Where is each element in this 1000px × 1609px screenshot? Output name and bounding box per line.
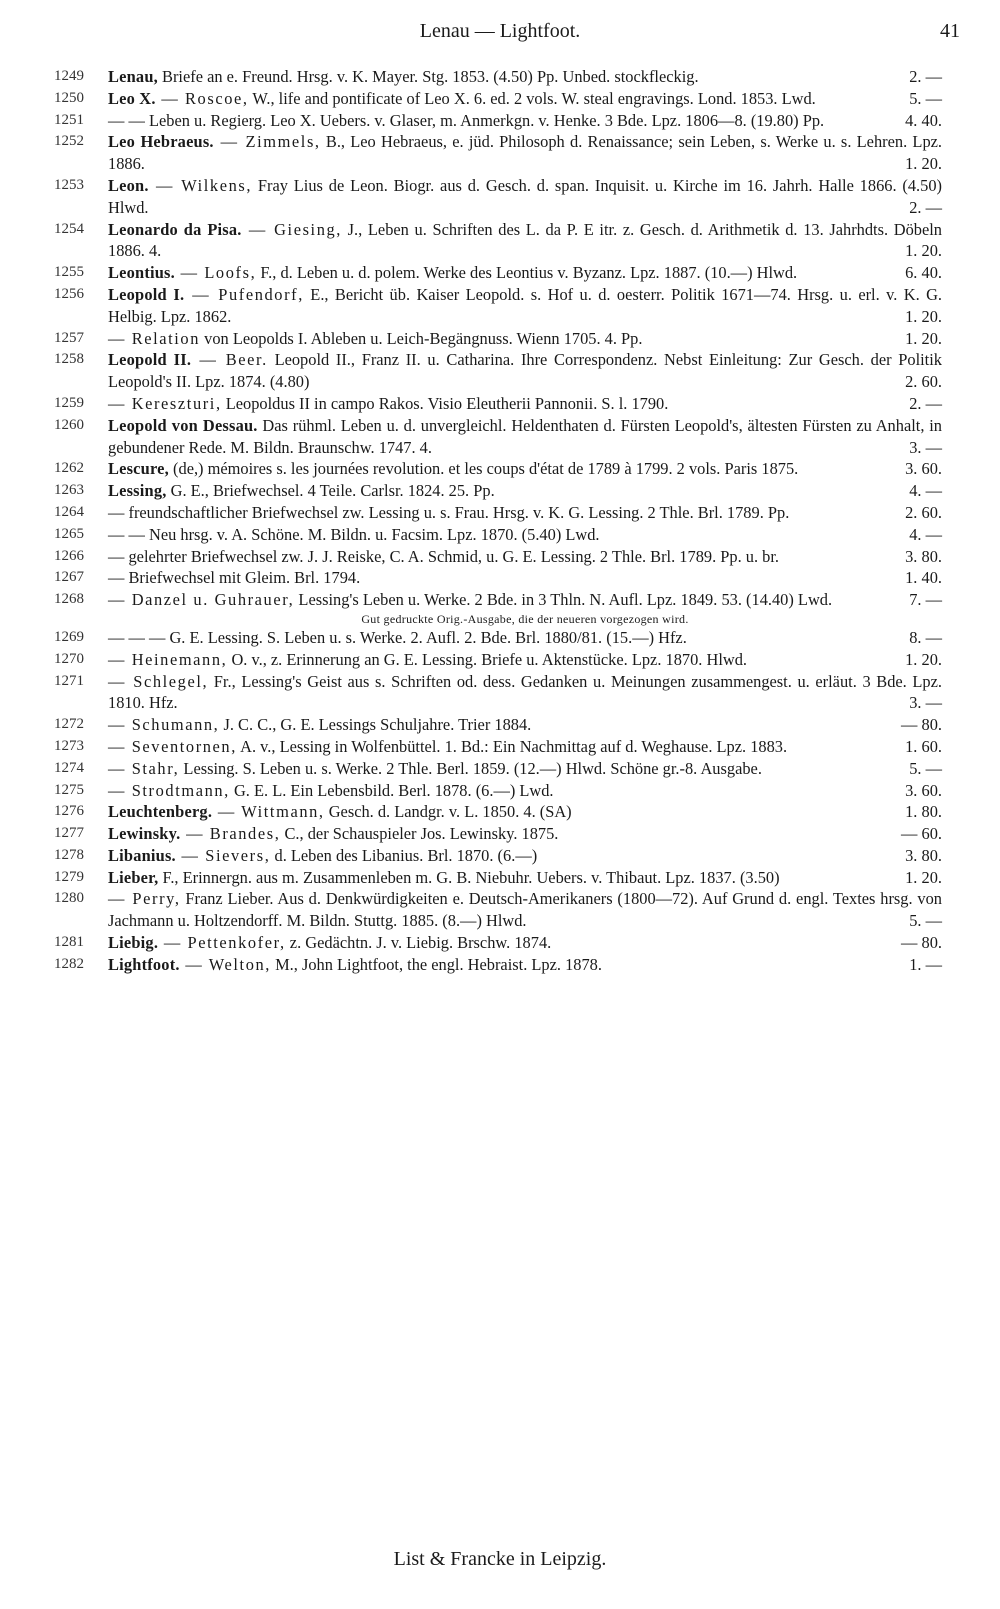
entry-description: z. Gedächtn. J. v. Liebig. Brschw. 1874. <box>285 933 552 953</box>
entry-price: 3. 80. <box>905 546 942 566</box>
entry-text <box>108 932 942 954</box>
entry-author: — Beer. <box>191 350 268 370</box>
entry-author: — Stahr, <box>108 758 180 778</box>
entry-price: 1. 20. <box>905 154 942 174</box>
entry-text <box>108 219 942 263</box>
entry-headword: Lightfoot. <box>108 954 180 974</box>
entry-headword: Liebig. <box>108 933 159 953</box>
entry-description: von Leopolds I. Ableben u. Leich-Begängnuss. Wienn 1705. 4. Pp. <box>200 328 643 348</box>
entry-headword: Leopold II. <box>108 350 192 370</box>
catalog-entry <box>54 671 942 715</box>
catalog-entry <box>54 175 942 219</box>
catalog-entries <box>54 66 942 976</box>
entry-price: — 80. <box>901 715 942 735</box>
catalog-entry <box>54 954 942 976</box>
entry-text <box>108 480 942 502</box>
entry-text <box>108 736 942 758</box>
entry-number: 1273 <box>54 737 84 754</box>
entry-description: Lessing's Leben u. Werke. 2 Bde. in 3 Thln. N. Aufl. Lpz. 1849. 53. (14.40) Lwd. <box>294 590 833 610</box>
entry-description: Fr., Lessing's Geist aus s. Schriften od. dess. Gedanken u. Meinungen zusammengest. u. erläut. 3 Bde. Lpz. 1810. Hfz. <box>108 671 943 713</box>
entry-headword: Leo Hebraeus. <box>108 132 214 152</box>
entry-number: 1252 <box>54 133 84 150</box>
entry-headword: Lescure, <box>108 459 169 479</box>
entry-text <box>108 546 942 568</box>
catalog-entry <box>54 110 942 132</box>
entry-number: 1277 <box>54 825 84 842</box>
catalog-entry <box>54 415 942 459</box>
catalog-entry <box>54 780 942 802</box>
entry-description: — — — G. E. Lessing. S. Leben u. s. Werke. 2. Aufl. 2. Bde. Brl. 1880/81. (15.—) Hfz. <box>108 627 687 647</box>
entry-number: 1272 <box>54 716 84 733</box>
entry-headword: Leuchtenberg. <box>108 802 213 822</box>
entry-text <box>108 714 942 736</box>
entry-description: — — Leben u. Regierg. Leo X. Uebers. v. Glaser, m. Anmerkgn. v. Henke. 3 Bde. Lpz. 1806—8. (19.80) Pp. <box>108 110 825 130</box>
catalog-entry <box>54 480 942 502</box>
page-header <box>0 20 1000 50</box>
entry-number: 1262 <box>54 460 84 477</box>
entry-author: — Strodtmann, <box>108 780 230 800</box>
entry-text <box>108 589 942 611</box>
catalog-entry <box>54 546 942 568</box>
entry-number: 1259 <box>54 394 84 411</box>
entry-text <box>108 867 942 889</box>
entry-headword: Leo X. <box>108 88 156 108</box>
catalog-entry <box>54 219 942 263</box>
entry-price: 1. 40. <box>905 568 942 588</box>
entry-number: 1267 <box>54 569 84 586</box>
entry-price: 2. 60. <box>905 372 942 392</box>
entry-number: 1250 <box>54 89 84 106</box>
entry-number: 1275 <box>54 781 84 798</box>
entry-price: 3. 80. <box>905 845 942 865</box>
page-number: 41 <box>940 20 960 42</box>
entry-headword: Lewinsky. <box>108 824 181 844</box>
catalog-entry <box>54 502 942 524</box>
entry-description: O. v., z. Erinnerung an G. E. Lessing. Briefe u. Aktenstücke. Lpz. 1870. Hlwd. <box>227 649 748 669</box>
entry-text <box>108 262 942 284</box>
catalog-entry <box>54 349 942 393</box>
entry-author: — Zimmels, <box>213 132 321 152</box>
entry-number: 1276 <box>54 803 84 820</box>
catalog-entry <box>54 823 942 845</box>
entry-description: C., der Schauspieler Jos. Lewinsky. 1875. <box>280 824 559 844</box>
entry-author: — Danzel u. Guhrauer, <box>108 590 295 610</box>
entry-price: 1. 20. <box>905 867 942 887</box>
entry-author: — Seventornen, <box>108 736 237 756</box>
entry-text <box>108 66 942 88</box>
catalog-entry <box>54 524 942 546</box>
entry-number: 1260 <box>54 416 84 433</box>
entry-headword: Leontius. <box>108 263 175 283</box>
entry-headword: Lieber, <box>108 867 159 887</box>
catalog-entry <box>54 284 942 328</box>
catalog-entry <box>54 88 942 110</box>
entry-author: — Schlegel, <box>108 671 209 691</box>
entry-author: — Pufendorf, <box>184 284 304 304</box>
entry-price: 3. — <box>909 437 942 457</box>
catalog-entry <box>54 736 942 758</box>
entry-price: 1. 20. <box>905 649 942 669</box>
entry-number: 1269 <box>54 628 84 645</box>
entry-text <box>108 823 942 845</box>
entry-number: 1266 <box>54 547 84 564</box>
entry-text <box>108 393 942 415</box>
catalog-entry <box>54 66 942 88</box>
catalog-entry <box>54 714 942 736</box>
entry-headword: Lessing, <box>108 481 167 501</box>
entry-number: 1279 <box>54 868 84 885</box>
entry-number: 1251 <box>54 111 84 128</box>
entry-number: 1257 <box>54 329 84 346</box>
entry-text <box>108 801 942 823</box>
entry-price: 1. 20. <box>905 306 942 326</box>
entry-number: 1282 <box>54 955 84 972</box>
entry-description: Leopoldus II in campo Rakos. Visio Eleutherii Pannonii. S. l. 1790. <box>221 393 669 413</box>
catalog-entry <box>54 888 942 932</box>
entry-number: 1256 <box>54 285 84 302</box>
entry-number: 1268 <box>54 591 84 608</box>
entry-price: 1. 80. <box>905 802 942 822</box>
entry-author: — Kereszturi, <box>108 393 222 413</box>
entry-description: — — Neu hrsg. v. A. Schöne. M. Bildn. u. Facsim. Lpz. 1870. (5.40) Lwd. <box>108 524 600 544</box>
running-title: Lenau — Lightfoot. <box>419 20 581 42</box>
entry-text <box>108 780 942 802</box>
entry-price: 2. — <box>909 393 942 413</box>
entry-headword: Leopold I. <box>108 284 185 304</box>
entry-description: d. Leben des Libanius. Brl. 1870. (6.—) <box>270 845 538 865</box>
entry-number: 1263 <box>54 482 84 499</box>
entry-price: 6. 40. <box>905 263 942 283</box>
entry-price: 2. — <box>909 197 942 217</box>
entry-price: 2. — <box>909 67 942 86</box>
entry-price: 3. — <box>909 693 942 713</box>
entry-price: 7. — <box>909 590 942 610</box>
catalog-entry <box>54 649 942 671</box>
entry-description: A. v., Lessing in Wolfenbüttel. 1. Bd.: Ein Nachmittag auf d. Weghause. Lpz. 1883. <box>236 736 788 756</box>
catalog-entry <box>54 567 942 589</box>
entry-price: 5. — <box>909 88 942 108</box>
entry-description: J. C. C., G. E. Lessings Schuljahre. Trier 1884. <box>219 715 532 735</box>
entry-price: 1. — <box>909 954 942 974</box>
catalog-entry <box>54 393 942 415</box>
entry-author: — Sievers, <box>175 845 271 865</box>
catalog-entry <box>54 458 942 480</box>
entry-description: J., Leben u. Schriften des L. da P. E itr. z. Gesch. d. Arithmetik d. 13. Jahrhdts. Döbeln 1886. 4. <box>108 219 943 261</box>
entry-description: F., Erinnergn. aus m. Zusammenleben m. G. B. Niebuhr. Uebers. v. Thibaut. Lpz. 1837. (3.50) <box>158 867 780 887</box>
entry-text <box>108 954 942 976</box>
entry-price: — 80. <box>901 933 942 953</box>
entry-price: 3. 60. <box>905 459 942 479</box>
entry-text <box>108 758 942 780</box>
catalog-entry <box>54 131 942 175</box>
entry-number: 1258 <box>54 351 84 368</box>
entry-description: Das rühml. Leben u. d. unvergleichl. Heldenthaten d. Fürsten Leopold's, ältesten Fürsten zu Anhalt, in gebundener Rede. M. Bildn. Braunschw. 1747. 4. <box>108 415 942 457</box>
entry-text <box>108 415 942 459</box>
entry-price: 3. 60. <box>905 780 942 800</box>
catalog-entry <box>54 262 942 284</box>
entry-description: F., d. Leben u. d. polem. Werke des Leontius v. Byzanz. Lpz. 1887. (10.—) Hlwd. <box>256 263 798 283</box>
entry-text <box>108 888 942 932</box>
entry-price: 4. — <box>909 481 942 501</box>
catalog-entry <box>54 589 942 611</box>
entry-description: — freundschaftlicher Briefwechsel zw. Lessing u. s. Frau. Hrsg. v. K. G. Lessing. 2 Thle. Brl. 1789. Pp. <box>108 502 790 522</box>
entry-number: 1274 <box>54 759 84 776</box>
entry-number: 1271 <box>54 672 84 689</box>
entry-author: — Giesing, <box>241 219 343 239</box>
entry-text <box>108 175 942 219</box>
entry-text <box>108 349 942 393</box>
entry-description: G. E. L. Ein Lebensbild. Berl. 1878. (6.—) Lwd. <box>229 780 554 800</box>
catalog-entry <box>54 627 942 649</box>
entry-author: — Welton, <box>179 954 271 974</box>
entry-author: — Roscoe, <box>155 88 249 108</box>
entry-number: 1253 <box>54 176 84 193</box>
entry-description: Lessing. S. Leben u. s. Werke. 2 Thle. Berl. 1859. (12.—) Hlwd. Schöne gr.-8. Ausgabe. <box>179 758 762 778</box>
entry-description: W., life and pontificate of Leo X. 6. ed. 2 vols. W. steal engravings. Lond. 1853. Lwd. <box>248 88 816 108</box>
entry-headword: Lenau, <box>108 67 158 86</box>
entry-price: 4. 40. <box>905 110 942 130</box>
entry-author: — Relation <box>108 328 201 348</box>
entry-description: Leopold II., Franz II. u. Catharina. Ihre Correspondenz. Nebst Einleitung: Zur Gesch. der Politik Leopold's II. Lpz. 1874. (4.80) <box>108 350 942 392</box>
entry-author: — Pettenkofer, <box>158 933 286 953</box>
entry-text <box>108 284 942 328</box>
catalog-entry <box>54 867 942 889</box>
entry-author: — Heinemann, <box>108 649 228 669</box>
entry-author: — Schumann, <box>108 715 220 735</box>
entry-price: 1. 20. <box>905 328 942 348</box>
entry-text <box>108 671 942 715</box>
entry-description: M., John Lightfoot, the engl. Hebraist. Lpz. 1878. <box>271 954 602 974</box>
catalog-entry <box>54 758 942 780</box>
entry-headword: Leonardo da Pisa. <box>108 219 242 239</box>
entry-text <box>108 131 942 175</box>
entry-number: 1281 <box>54 934 84 951</box>
entry-price: 5. — <box>909 758 942 778</box>
entry-description: Fray Lius de Leon. Biogr. aus d. Gesch. d. span. Inquisit. u. Kirche im 16. Jahrh. Halle 1866. (4.50) Hlwd. <box>108 175 942 217</box>
entry-text <box>108 627 942 649</box>
entry-price: 1. 20. <box>905 241 942 261</box>
entry-description: (de,) mémoires s. les journées revolution. et les coups d'état de 1789 à 1799. 2 vols. Paris 1875. <box>168 459 799 479</box>
entry-text <box>108 110 942 132</box>
entry-description: Franz Lieber. Aus d. Denkwürdigkeiten e. Deutsch-Amerikaners (1800—72). Auf Grund d. engl. Textes hrsg. von Jachmann u. Holtzendorff. M. Bildn. Stuttg. 1885. (8.—) Hlwd. <box>108 889 942 931</box>
entry-price: 5. — <box>909 911 942 931</box>
entry-number: 1270 <box>54 650 84 667</box>
entry-headword: Leon. <box>108 175 149 195</box>
entry-author: — Brandes, <box>180 824 281 844</box>
entry-description: — Briefwechsel mit Gleim. Brl. 1794. <box>108 568 361 588</box>
entry-description: G. E., Briefwechsel. 4 Teile. Carlsr. 1824. 25. Pp. <box>166 481 495 501</box>
entry-number: 1280 <box>54 890 84 907</box>
entry-price: 2. 60. <box>905 502 942 522</box>
entry-price: 8. — <box>909 627 942 647</box>
entry-author: — Perry, <box>108 889 181 909</box>
entry-number: 1249 <box>54 68 84 84</box>
entry-headword: Libanius. <box>108 845 176 865</box>
entry-description: Briefe an e. Freund. Hrsg. v. K. Mayer. Stg. 1853. (4.50) Pp. Unbed. stockfleckig. <box>157 67 699 86</box>
catalog-entry <box>54 328 942 350</box>
entry-author: — Wittmann, <box>212 802 325 822</box>
entry-author: — Loofs, <box>174 263 257 283</box>
catalog-entry <box>54 845 942 867</box>
entry-number: 1278 <box>54 846 84 863</box>
publisher-footer: List & Francke in Leipzig. <box>393 1548 607 1570</box>
entry-number: 1254 <box>54 220 84 237</box>
entry-text <box>108 845 942 867</box>
entry-description: Gesch. d. Landgr. v. L. 1850. 4. (SA) <box>324 802 572 822</box>
catalog-entry <box>54 801 942 823</box>
entry-text <box>108 567 942 589</box>
entry-text <box>108 524 942 546</box>
entry-text <box>108 458 942 480</box>
catalog-entry <box>54 932 942 954</box>
entry-text <box>108 502 942 524</box>
entry-note: Gut gedruckte Orig.-Ausgabe, die der neueren vorgezogen wird. <box>361 611 689 626</box>
entry-text <box>108 88 942 110</box>
entry-description: E., Bericht üb. Kaiser Leopold. s. Hof u. d. oesterr. Politik 1671—74. Hrsg. u. erl. v. K. G. Helbig. Lpz. 1862. <box>108 284 943 326</box>
entry-number: 1264 <box>54 503 84 520</box>
entry-price: 1. 60. <box>905 736 942 756</box>
entry-price: — 60. <box>901 824 942 844</box>
entry-text <box>108 328 942 350</box>
entry-author: — Wilkens, <box>148 175 253 195</box>
entry-number: 1255 <box>54 264 84 281</box>
entry-description: B., Leo Hebraeus, e. jüd. Philosoph d. Renaissance; sein Leben, s. Werke u. s. Lehren. Lpz. 1886. <box>108 132 943 174</box>
entry-headword: Leopold von Dessau. <box>108 415 258 435</box>
entry-number: 1265 <box>54 525 84 542</box>
entry-description: — gelehrter Briefwechsel zw. J. J. Reiske, C. A. Schmid, u. G. E. Lessing. 2 Thle. Brl. 1789. Pp. u. br. <box>108 546 780 566</box>
entry-price: 4. — <box>909 524 942 544</box>
entry-text <box>108 649 942 671</box>
